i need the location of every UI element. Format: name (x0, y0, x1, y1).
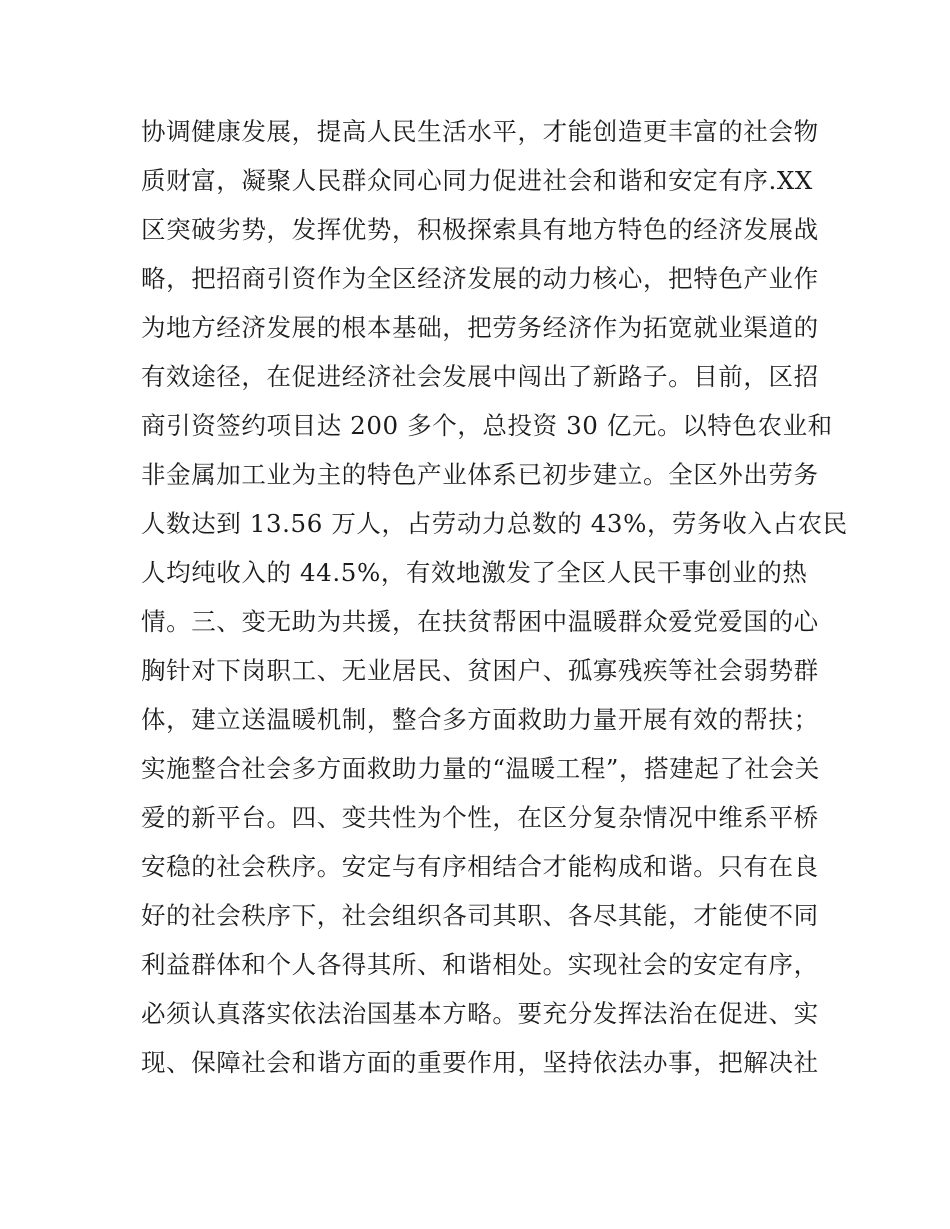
text-line: 协调健康发展，提高人民生活水平，才能创造更丰富的社会物 (141, 117, 819, 146)
text-line: 好的社会秩序下，社会组织各司其职、各尽其能，才能使不同 (141, 901, 819, 930)
text-line: 实施整合社会多方面救助力量的“温暖工程”，搭建起了社会关 (141, 754, 820, 783)
text-line: 为地方经济发展的根本基础，把劳务经济作为拓宽就业渠道的 (141, 313, 819, 342)
text-line: 必须认真落实依法治国基本方略。要充分发挥法治在促进、实 (141, 999, 819, 1028)
text-line: 胸针对下岗职工、无业居民、贫困户、孤寡残疾等社会弱势群 (141, 656, 819, 685)
text-line: 人数达到 13.56 万人，占劳动力总数的 43%，劳务收入占农民 (141, 509, 848, 538)
text-line: 非金属加工业为主的特色产业体系已初步建立。全区外出劳务 (141, 460, 819, 489)
text-line: 人均纯收入的 44.5%，有效地激发了全区人民干事创业的热 (141, 558, 808, 587)
text-line: 体，建立送温暖机制，整合多方面救助力量开展有效的帮扶； (141, 705, 819, 734)
text-line: 略，把招商引资作为全区经济发展的动力核心，把特色产业作 (141, 264, 819, 293)
text-line: 质财富，凝聚人民群众同心同力促进社会和谐和安定有序.XX (141, 166, 813, 195)
text-line: 现、保障社会和谐方面的重要作用，坚持依法办事，把解决社 (141, 1048, 819, 1077)
text-line: 商引资签约项目达 200 多个，总投资 30 亿元。以特色农业和 (141, 411, 833, 440)
text-line: 区突破劣势，发挥优势，积极探索具有地方特色的经济发展战 (141, 215, 819, 244)
text-line: 情。三、变无助为共援，在扶贫帮困中温暖群众爱党爱国的心 (141, 607, 819, 636)
text-line: 利益群体和个人各得其所、和谐相处。实现社会的安定有序， (141, 950, 819, 979)
text-line: 爱的新平台。四、变共性为个性，在区分复杂情况中维系平桥 (141, 803, 819, 832)
text-line: 安稳的社会秩序。安定与有序相结合才能构成和谐。只有在良 (141, 852, 819, 881)
body-text (141, 107, 848, 1087)
text-line: 有效途径，在促进经济社会发展中闯出了新路子。目前，区招 (141, 362, 819, 391)
